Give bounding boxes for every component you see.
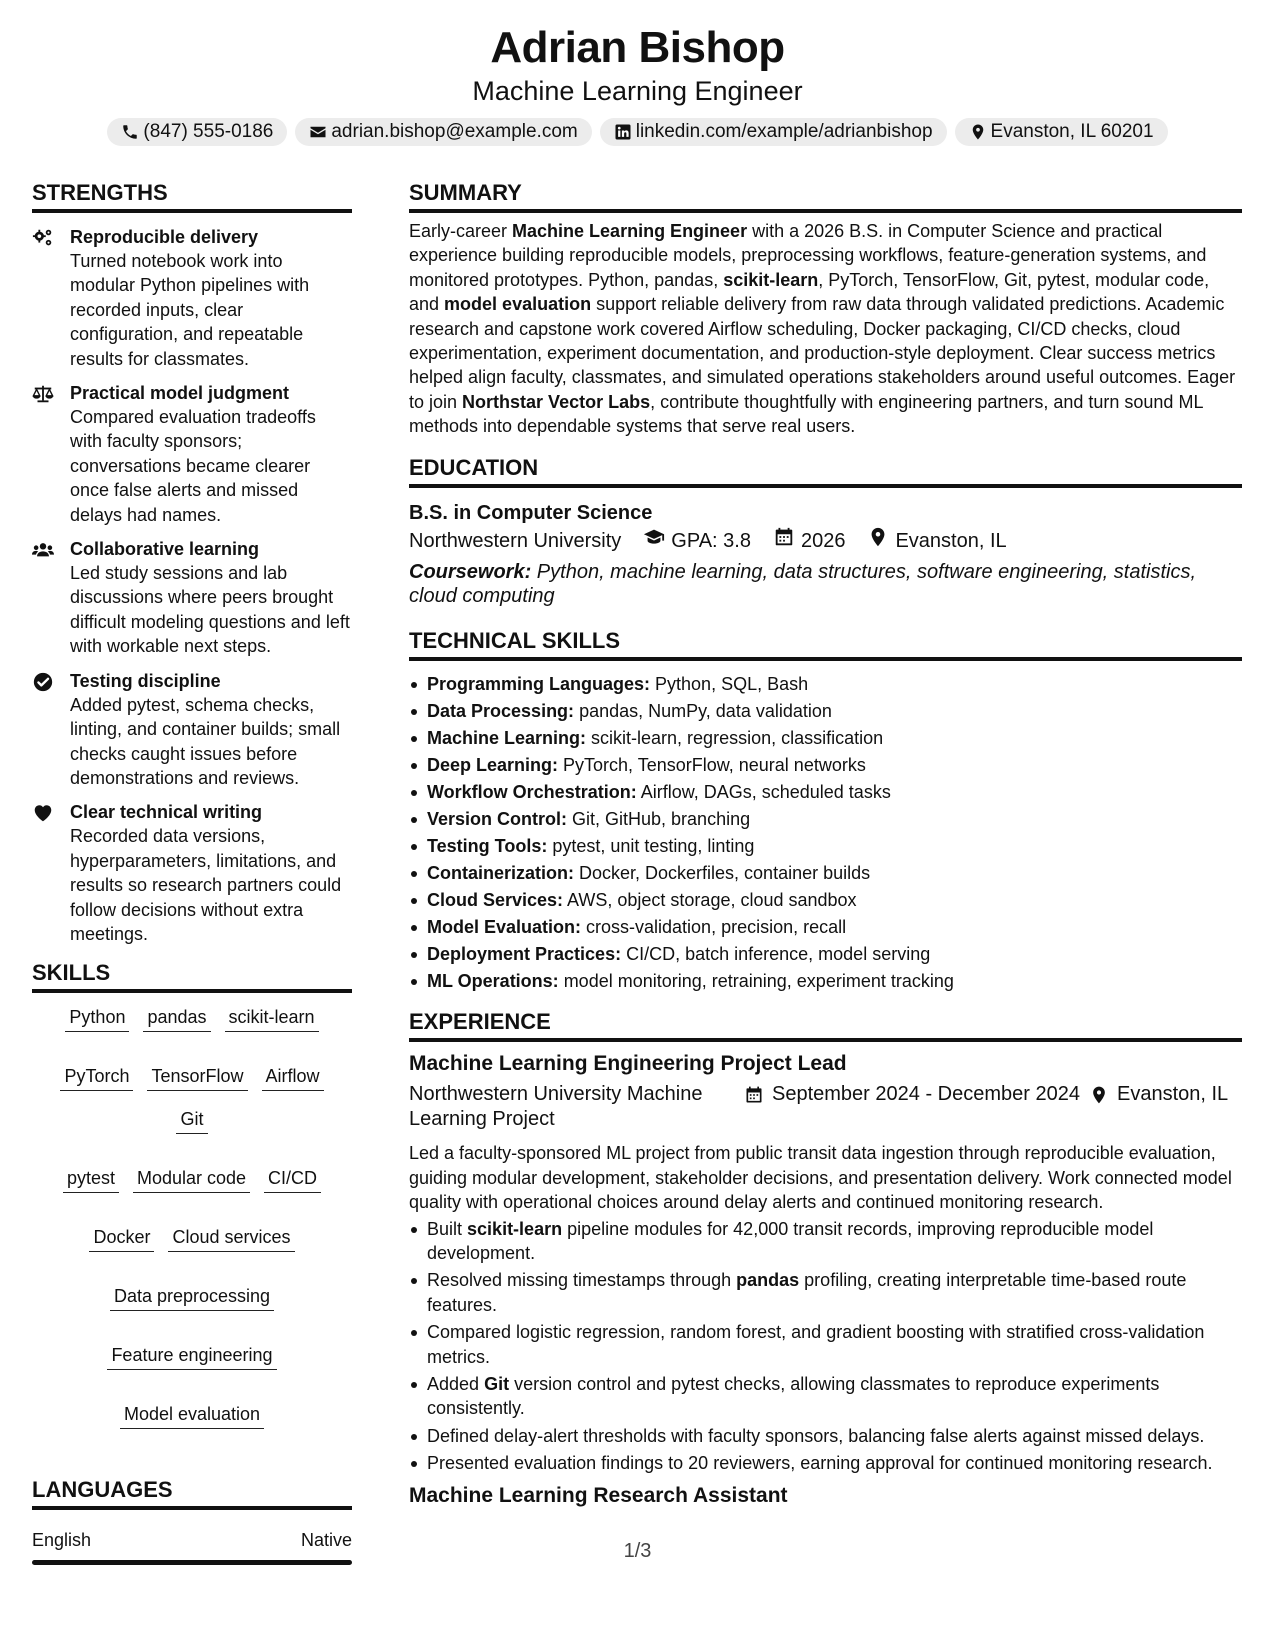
technical-skill-label: Workflow Orchestration: (427, 782, 637, 803)
contact-linkedin-text: linkedin.com/example/adrianbishop (635, 121, 933, 142)
text-run: Built (427, 1218, 468, 1239)
technical-skill-value: CI/CD, batch inference, model serving (621, 944, 931, 965)
bold-phrase: scikit-learn (467, 1218, 563, 1239)
technical-skill-label: Deployment Practices: (427, 944, 622, 965)
text-run: version control and pytest checks, allowing classmates to reproduce experiments consistently. (427, 1373, 1160, 1419)
text-run: Defined delay-alert thresholds with faculty sponsors, balancing false alerts against missed delays. (427, 1425, 1205, 1446)
job-dates-block (744, 1082, 1089, 1131)
text-run: Presented evaluation findings to 20 reviewers, earning approval for continued monitoring research. (427, 1453, 1213, 1474)
technical-skill-label: Machine Learning: (427, 728, 587, 749)
heart-icon (32, 800, 70, 946)
strength-title: Reproducible delivery (70, 227, 259, 247)
technical-skill-item (409, 833, 1242, 860)
strength-title: Practical model judgment (70, 383, 290, 404)
coursework-label: Coursework: (409, 560, 532, 583)
job-bullet (409, 1372, 1242, 1421)
bold-phrase: pandas (736, 1270, 800, 1291)
job-bullet (409, 1320, 1242, 1369)
candidate-role: Machine Learning Engineer (472, 76, 803, 106)
skill-tag: CI/CD (264, 1166, 321, 1193)
language-level: Native (300, 1530, 352, 1551)
technical-skill-label: Version Control: (427, 809, 568, 830)
technical-skill-value: model monitoring, retraining, experiment tracking (558, 971, 954, 992)
page-number: 1/3 (623, 1540, 652, 1562)
job-meta (409, 1082, 1242, 1131)
phone-icon (121, 123, 139, 141)
strength-description: Turned notebook work into modular Python pipelines with recorded inputs, clear configuration, and repeatable results for classmates. (70, 251, 310, 369)
strength-description: Led study sessions and lab discussions where peers brought difficult modeling questions and left with workable next steps. (70, 563, 350, 657)
text-run: with a 2026 B.S. in Computer Science and practical experience building reproducible models, preprocessing workflows, feature-generation systems, and monitored prototypes. Python, pandas, (409, 221, 1207, 290)
technical-skill-value: Python, SQL, Bash (650, 674, 809, 695)
technical-skill-item (409, 806, 1242, 833)
job-title: Machine Learning Research Assistant (409, 1483, 788, 1507)
skill-tag: Python (65, 1005, 129, 1032)
strength-item (32, 537, 352, 659)
contact-email[interactable] (295, 118, 591, 146)
resume-header (0, 22, 1275, 146)
map-pin-icon (969, 123, 987, 141)
technical-skill-item (409, 860, 1242, 887)
candidate-name: Adrian Bishop (490, 23, 785, 72)
technical-skill-label: Data Processing: (427, 701, 575, 722)
gpa: GPA: 3.8 (671, 529, 751, 552)
job-bullet (409, 1217, 1242, 1266)
text-run: Added (427, 1373, 485, 1394)
map-pin-icon (867, 526, 889, 556)
bold-phrase: scikit-learn (723, 269, 819, 290)
technical-skills-list (409, 671, 1242, 995)
envelope-icon (309, 123, 327, 141)
contact-email-text: adrian.bishop@example.com (331, 121, 578, 142)
graduation-cap-icon (643, 526, 665, 556)
job-title: Machine Learning Engineering Project Lead (409, 1052, 847, 1076)
technical-skill-label: ML Operations: (427, 971, 559, 992)
coursework (409, 560, 1242, 609)
technical-skill-value: PyTorch, TensorFlow, neural networks (558, 755, 866, 776)
map-pin-icon (1089, 1082, 1109, 1112)
technical-skill-item (409, 941, 1242, 968)
technical-skill-value: pandas, NumPy, data validation (574, 701, 832, 722)
summary-text (409, 219, 1242, 439)
education-heading: EDUCATION (409, 455, 1242, 488)
skill-tag: Modular code (133, 1166, 250, 1193)
technical-skill-value: Docker, Dockerfiles, container builds (574, 863, 871, 884)
languages-heading: LANGUAGES (32, 1477, 352, 1510)
left-column (32, 180, 352, 1565)
bold-phrase: Northstar Vector Labs (462, 391, 651, 412)
strength-title: Clear technical writing (70, 802, 263, 823)
technical-skill-value: cross-validation, precision, recall (581, 917, 847, 938)
strength-body (70, 537, 352, 659)
technical-skill-label: Cloud Services: (427, 890, 564, 911)
text-run: profiling, creating interpretable time-based route features. (427, 1270, 1187, 1315)
text-run: , contribute thoughtfully with engineering partners, and turn sound ML methods into dependable systems that serve real users. (409, 391, 1203, 437)
text-run: pipeline modules for 42,000 transit records, improving reproducible model development. (427, 1218, 1154, 1263)
skill-tag: Feature engineering (107, 1343, 276, 1370)
contact-bar (0, 118, 1275, 146)
strength-body (70, 669, 352, 791)
contact-phone[interactable] (107, 118, 287, 146)
technical-skill-item (409, 725, 1242, 752)
skill-tag: Model evaluation (120, 1402, 264, 1429)
job-summary: Led a faculty-sponsored ML project from public transit data ingestion through reproducible evaluation, guiding modular development, stakeholder decisions, and presentation delivery. Work connected model quality with operational choices around delay alerts and continued monitoring research. (409, 1143, 1232, 1213)
users-icon (32, 537, 70, 659)
strength-item (32, 800, 352, 946)
strength-description: Compared evaluation tradeoffs with faculty sponsors; conversations became clearer once false alerts and missed delays had names. (70, 407, 316, 525)
strength-description: Added pytest, schema checks, linting, and container builds; small checks caught issues before demonstrations and reviews. (70, 694, 341, 788)
skills-tags (32, 1005, 352, 1429)
degree-title: B.S. in Computer Science (409, 501, 653, 524)
skill-tag: TensorFlow (147, 1064, 247, 1091)
strength-title: Collaborative learning (70, 539, 260, 560)
technical-skills-heading: TECHNICAL SKILLS (409, 628, 1242, 661)
contact-linkedin[interactable] (600, 118, 947, 146)
job-bullet (409, 1451, 1242, 1475)
strength-body (70, 225, 352, 371)
text-run: support reliable delivery from raw data through validated predictions. Academic research and capstone work covered Airflow scheduling, Docker packaging, CI/CD checks, cloud experimentation, experiment documentation, and production-style deployment. Clear success metrics helped align faculty, classmates, and simulated operations stakeholders around useful outcomes. Eager to join (409, 294, 1236, 412)
strengths-heading: STRENGTHS (32, 180, 352, 213)
language-name: English (32, 1530, 92, 1551)
strength-item (32, 381, 352, 527)
text-run: Early-career (409, 221, 513, 241)
job-bullets (409, 1217, 1242, 1476)
skill-tag: Git (176, 1107, 207, 1134)
job-location: Evanston, IL (1117, 1083, 1229, 1106)
technical-skill-value: pytest, unit testing, linting (547, 836, 755, 857)
job-organization: Northwestern University Machine Learning Project (409, 1083, 703, 1130)
technical-skill-label: Containerization: (427, 863, 574, 884)
technical-skill-label: Model Evaluation: (427, 917, 582, 938)
technical-skill-value: AWS, object storage, cloud sandbox (563, 890, 857, 911)
technical-skill-item (409, 752, 1242, 779)
text-run: Resolved missing timestamps through (427, 1270, 737, 1291)
check-circle-icon (32, 669, 70, 791)
technical-skill-item (409, 968, 1242, 995)
bold-phrase: Machine Learning Engineer (512, 221, 748, 241)
technical-skill-item (409, 887, 1242, 914)
gears-icon (32, 225, 70, 371)
skill-tag: PyTorch (60, 1064, 133, 1091)
bold-phrase: Git (484, 1373, 510, 1394)
technical-skill-value: Airflow, DAGs, scheduled tasks (636, 782, 891, 803)
contact-location-text: Evanston, IL 60201 (990, 121, 1154, 142)
job-bullet (409, 1268, 1242, 1317)
technical-skill-item (409, 914, 1242, 941)
strength-body (70, 381, 352, 527)
technical-skill-label: Programming Languages: (427, 674, 651, 695)
strength-description: Recorded data versions, hyperparameters, limitations, and results so research partners could follow decisions without extra meetings. (70, 826, 342, 944)
strength-body (70, 800, 352, 946)
experience-heading: EXPERIENCE (409, 1009, 1242, 1042)
strengths-list (32, 225, 352, 946)
scale-icon (32, 381, 70, 527)
contact-phone-text: (847) 555-0186 (143, 121, 274, 142)
technical-skill-item (409, 698, 1242, 725)
skill-tag: pandas (143, 1005, 210, 1032)
skill-tag: scikit-learn (225, 1005, 319, 1032)
skills-heading: SKILLS (32, 960, 352, 993)
calendar-icon (744, 1082, 764, 1112)
strength-item (32, 225, 352, 371)
calendar-icon (773, 526, 795, 556)
job-bullet (409, 1424, 1242, 1448)
skill-tag: Data preprocessing (110, 1284, 274, 1311)
strength-title: Testing discipline (70, 670, 221, 691)
coursework-list: Python, machine learning, data structures, software engineering, statistics, cloud computing (409, 560, 1197, 608)
right-column (409, 180, 1242, 1510)
linkedin-icon (614, 123, 632, 141)
skill-tag: Cloud services (168, 1225, 294, 1252)
school-name: Northwestern University (409, 529, 622, 552)
skill-tag: Docker (89, 1225, 154, 1252)
education-details (409, 526, 1242, 556)
skill-tag: pytest (63, 1166, 119, 1193)
technical-skill-label: Testing Tools: (427, 836, 548, 857)
technical-skill-value: scikit-learn, regression, classification (586, 728, 884, 749)
technical-skill-value: Git, GitHub, branching (567, 809, 751, 830)
graduation-year: 2026 (800, 529, 846, 552)
strength-item (32, 669, 352, 791)
job-dates: September 2024 - December 2024 (772, 1083, 1080, 1106)
text-run: Compared logistic regression, random forest, and gradient boosting with stratified cross-validation metrics. (427, 1322, 1205, 1367)
summary-heading: SUMMARY (409, 180, 1242, 213)
technical-skill-label: Deep Learning: (427, 755, 559, 776)
contact-location (955, 118, 1168, 146)
text-run: , PyTorch, TensorFlow, Git, pytest, modular code, and (409, 269, 1210, 315)
job-location-block (1089, 1082, 1229, 1131)
technical-skill-item (409, 671, 1242, 698)
skill-tag: Airflow (262, 1064, 324, 1091)
bold-phrase: model evaluation (444, 294, 592, 315)
school-location: Evanston, IL (895, 529, 1007, 552)
technical-skill-item (409, 779, 1242, 806)
